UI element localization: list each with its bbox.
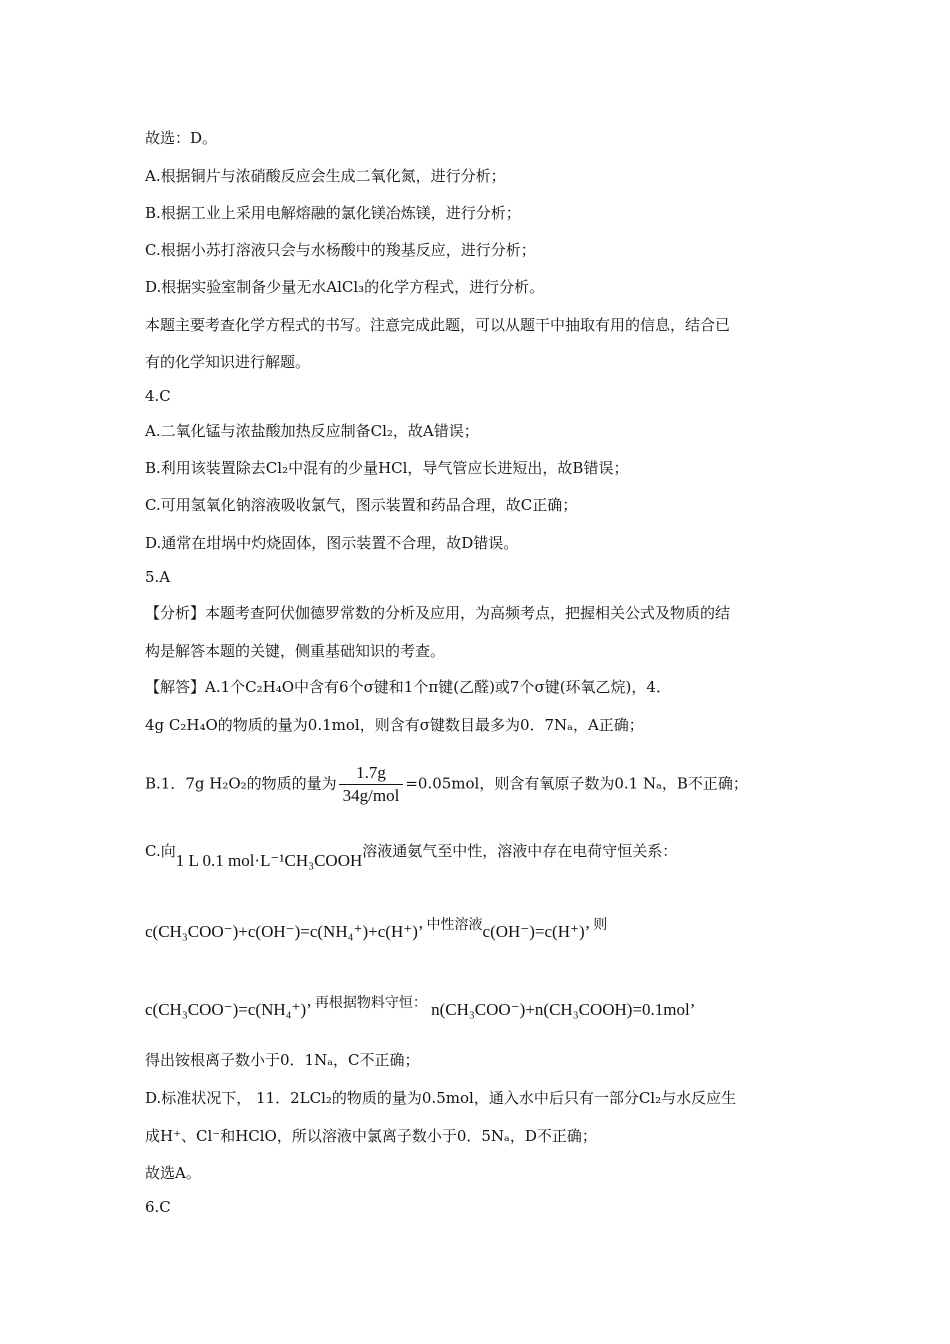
equation: c(OH⁻)=c(H⁺)’ (482, 922, 590, 941)
text-line: 有的化学知识进行解题。 (145, 353, 311, 371)
text-line: 本题主要考查化学方程式的书写。注意完成此题，可以从题干中抽取有用的信息，结合已 (145, 316, 731, 334)
text-line: 构是解答本题的关键，侧重基础知识的考查。 (145, 642, 446, 660)
text-line: 4g C₂H₄O的物质的量为0.1mol，则含有σ键数目最多为0．7Nₐ，A正确； (145, 716, 644, 734)
text-line: A.根据铜片与浓硝酸反应会生成二氧化氮，进行分析； (145, 167, 506, 185)
text-line: B.利用该装置除去Cl₂中混有的少量HCl，导气管应长进短出，故B错误； (145, 459, 629, 477)
text-line: 故选：D。 (145, 129, 218, 147)
equation-note: 中性溶液 (426, 917, 483, 933)
fraction (339, 762, 404, 807)
answer-heading: 5.A (145, 568, 171, 586)
equation-line (145, 917, 608, 943)
text-line: 得出铵根离子数小于0．1Nₐ，C不正确； (145, 1051, 420, 1069)
text-line: C.可用氢氧化钠溶液吸收氯气，图示装置和药品合理，故C正确； (145, 496, 578, 514)
fraction-line (145, 762, 748, 807)
equation: n(CH₃COO⁻)+n(CH₃COOH)=0.1mol’ (431, 1000, 696, 1019)
line-suffix: =0.05mol，则含有氧原子数为0.1 Nₐ，B不正确； (405, 774, 748, 793)
answer-heading: 6.C (145, 1198, 171, 1216)
text-line (145, 841, 678, 870)
fraction-denominator: 34g/mol (342, 786, 400, 805)
line-suffix: 溶液通氨气至中性，溶液中存在电荷守恒关系： (362, 842, 678, 860)
text-line: C.根据小苏打溶液只会与水杨酸中的羧基反应，进行分析； (145, 241, 536, 259)
equation-note: 则 (593, 917, 608, 933)
text-line: D.标准状况下， 11．2LCl₂的物质的量为0.5mol，通入水中后只有一部分Cl₂与水反应生 (145, 1089, 737, 1107)
text-line: B.根据工业上采用电解熔融的氯化镁冶炼镁，进行分析； (145, 204, 521, 222)
equation-note: 再根据物料守恒： (314, 995, 427, 1011)
text-line: 【解答】A.1个C₂H₄O中含有6个σ键和1个π键(乙醛)或7个σ键(环氧乙烷)，4． (145, 678, 671, 696)
line-prefix: B.1．7g H₂O₂的物质的量为 (145, 774, 337, 793)
text-line: 成H⁺、Cl⁻和HClO，所以溶液中氯离子数小于0．5Nₐ，D不正确； (145, 1127, 597, 1145)
text-line: 故选A。 (145, 1164, 201, 1182)
line-prefix: C.向 (145, 842, 176, 860)
equation: c(CH₃COO⁻)=c(NH₄⁺)’ (145, 1000, 311, 1019)
text-line: 【分析】本题考查阿伏伽德罗常数的分析及应用，为高频考点，把握相关公式及物质的结 (145, 604, 731, 622)
text-line: D.根据实验室制备少量无水AlCl₃的化学方程式，进行分析。 (145, 278, 545, 296)
equation-line (145, 995, 696, 1021)
equation: c(CH₃COO⁻)+c(OH⁻)=c(NH₄⁺)+c(H⁺)’ (145, 922, 423, 941)
formula: 1 L 0.1 mol·L⁻¹CH₃COOH (175, 851, 363, 870)
text-line: A.二氧化锰与浓盐酸加热反应制备Cl₂，故A错误； (145, 422, 479, 440)
fraction-numerator: 1.7g (339, 762, 404, 785)
answer-heading: 4.C (145, 387, 171, 405)
text-line: D.通常在坩埚中灼烧固体，图示装置不合理，故D错误。 (145, 534, 519, 552)
